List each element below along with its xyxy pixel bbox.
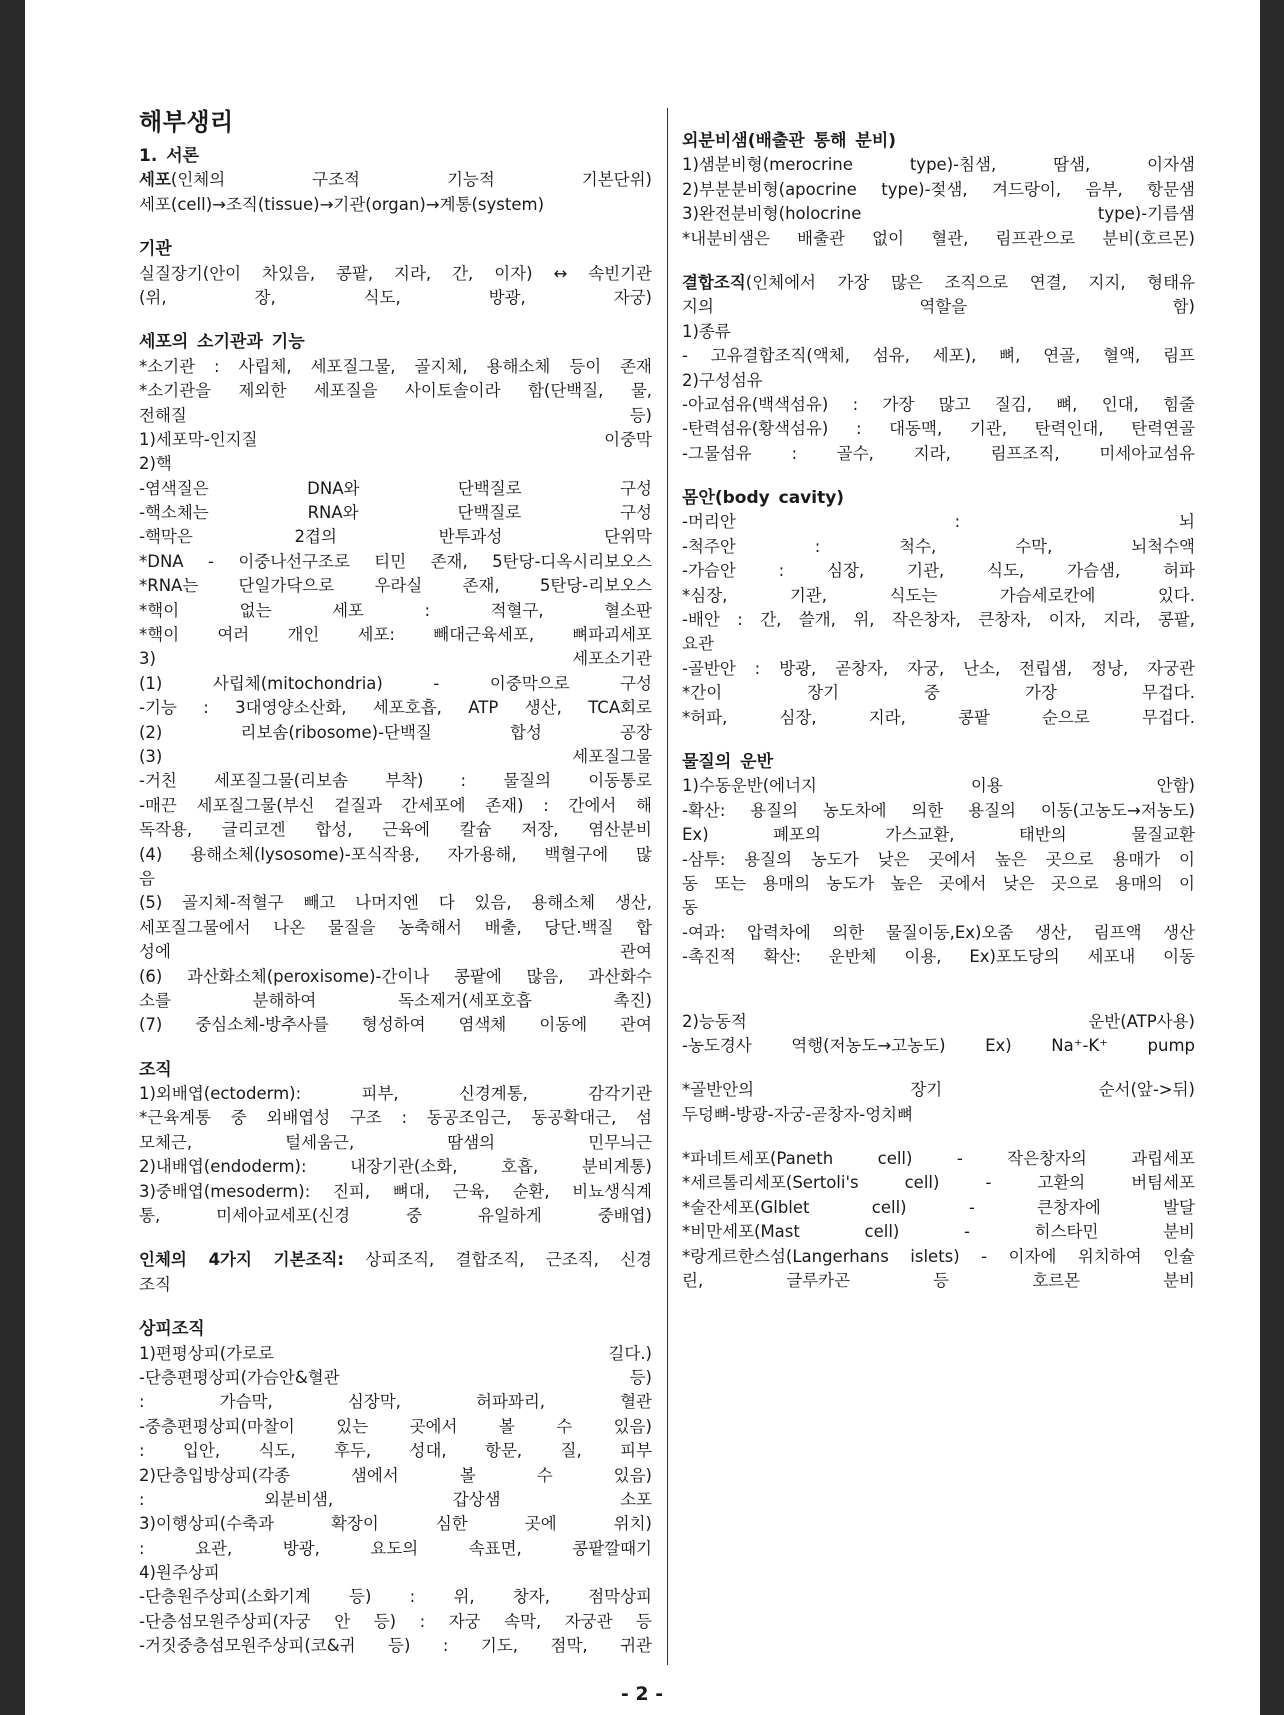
text-line: (4) 용해소체(lysosome)-포식작용, 자가용해, 백혈구에 많 [139, 844, 652, 864]
text-line: 동 또는 용매의 농도가 높은 곳에서 낮은 곳으로 용매의 이 [682, 873, 1195, 893]
text-line: *파네트세포(Paneth cell) - 작은창자의 과립세포 [682, 1149, 1195, 1169]
blank-line [682, 251, 1195, 271]
line-text: 상피조직, 결합조직, 근조직, 신경 [344, 1250, 652, 1270]
blank-line [139, 310, 652, 330]
text-line: -기능 : 3대영양소산화, 세포호흡, ATP 생산, TCA회로 [139, 698, 652, 718]
text-line: -단층섬모원주상피(자궁 안 등) : 자궁 속막, 자궁관 등 [139, 1611, 652, 1631]
text-line: *근육계통 중 외배엽성 구조 : 동공조임근, 동공확대근, 섬 [139, 1108, 652, 1128]
text-line: (3) 세포질그물 [139, 746, 652, 766]
section-heading: 1. 서론 [139, 146, 200, 166]
blank-line [682, 730, 1195, 750]
text-line: 3)완전분비형(holocrine type)-기름샘 [682, 204, 1195, 224]
text-line: *세르톨리세포(Sertoli's cell) - 고환의 버팀세포 [682, 1173, 1195, 1193]
text-line: 모체근, 털세움근, 땀샘의 민무늬근 [139, 1132, 652, 1152]
text-line: *술잔세포(Glblet cell) - 큰창자에 발달 [682, 1197, 1195, 1217]
text-line: 소를 분해하여 독소제거(세포호흡 촉진) [139, 990, 652, 1010]
text-line: -염색질은 DNA와 단백질로 구성 [139, 478, 652, 498]
text-line: 3) 세포소기관 [139, 649, 652, 669]
text-line: -탄력섬유(황색섬유) : 대동맥, 기관, 탄력인대, 탄력연골 [682, 419, 1195, 439]
text-line: 전해질 등) [139, 405, 652, 425]
column-divider [667, 108, 668, 1665]
text-line: 음 [139, 868, 155, 888]
text-line: 2)내배엽(endoderm): 내장기관(소화, 호흡, 분비계통) [139, 1157, 652, 1177]
text-line: -중층편평상피(마찰이 있는 곳에서 볼 수 있음) [139, 1416, 652, 1436]
blank-line [139, 1038, 652, 1058]
text-line: -촉진적 확산: 운반체 이용, Ex)포도당의 세포내 이동 [682, 947, 1195, 967]
text-line: 통, 미세아교세포(신경 중 유일하게 중배엽) [139, 1206, 652, 1226]
text-line: (6) 과산화소체(peroxisome)-간이나 콩팥에 많음, 과산화수 [139, 966, 652, 986]
text-line: 4)원주상피 [139, 1563, 220, 1583]
text-line: (1) 사립체(mitochondria) - 이중막으로 구성 [139, 673, 652, 693]
text-line: -단층원주상피(소화기계 등) : 위, 창자, 점막상피 [139, 1587, 652, 1607]
text-line: 1)세포막-인지질 이중막 [139, 429, 652, 449]
text-line: *골반안의 장기 순서(앞->뒤) [682, 1080, 1195, 1100]
text-line: 요관 [682, 634, 714, 654]
text-line: -거친 세포질그물(리보솜 부착) : 물질의 이동통로 [139, 771, 652, 791]
text-line: -핵소체는 RNA와 단백질로 구성 [139, 503, 652, 523]
right-column [682, 129, 1195, 1293]
text-line: *랑게르한스섬(Langerhans islets) - 이자에 위치하여 인슐 [682, 1246, 1195, 1266]
line-text: (인체의 구조적 기능적 기본단위) [170, 170, 652, 190]
text-line: 조직 [139, 1274, 171, 1294]
text-line: 세포질그물에서 나온 물질을 농축해서 배출, 당단.백질 합 [139, 917, 652, 937]
text-line: 동 [682, 898, 698, 918]
text-line: 2)구성섬유 [682, 370, 763, 390]
text-line: -농도경사 역행(저농도→고농도) Ex) Na⁺-K⁺ pump [682, 1035, 1195, 1055]
section-heading: 조직 [139, 1059, 172, 1080]
text-line: *핵이 여러 개인 세포: 빼대근육세포, 뼈파괴세포 [139, 625, 652, 645]
text-line: -삼투: 용질의 농도가 낮은 곳에서 높은 곳으로 용매가 이 [682, 849, 1195, 869]
section-heading: 상피조직 [139, 1319, 205, 1340]
text-line: -거짓중층섬모원주상피(코&귀 등) : 기도, 점막, 귀관 [139, 1636, 652, 1656]
text-line: 지의 역할을 함) [682, 297, 1195, 317]
text-line: 3)중배엽(mesoderm): 진피, 뼈대, 근육, 순환, 비뇨생식계 [139, 1181, 652, 1201]
text-line: 2)부분분비형(apocrine type)-젖샘, 겨드랑이, 음부, 항문샘 [682, 179, 1195, 199]
text-line: (2) 리보솜(ribosome)-단백질 합성 공장 [139, 722, 652, 742]
text-line: - 고유결합조직(액체, 섬유, 세포), 뼈, 연골, 혈액, 림프 [682, 346, 1195, 366]
blank-line [682, 970, 1195, 990]
text-line: : 입안, 식도, 후두, 성대, 항문, 질, 피부 [139, 1441, 652, 1461]
blank-line [682, 1127, 1195, 1147]
text-line: *RNA는 단일가닥으로 우라실 존재, 5탄당-리보오스 [139, 576, 652, 596]
text-line: 2)능동적 운반(ATP사용) [682, 1011, 1195, 1031]
text-line: 2)단층입방상피(각종 샘에서 볼 수 있음) [139, 1465, 652, 1485]
text-line: *비만세포(Mast cell) - 히스타민 분비 [682, 1222, 1195, 1242]
blank-line [682, 466, 1195, 486]
document-page [25, 0, 1260, 1715]
blank-line [682, 990, 1195, 1010]
text-line: 실질장기(안이 차있음, 콩팥, 지라, 간, 이자) ↔ 속빈기관 [139, 263, 652, 283]
text-line: *간이 장기 중 가장 무겁다. [682, 683, 1195, 703]
section-heading: 세포의 소기관과 기능 [139, 332, 305, 353]
text-line: -배안 : 간, 쓸개, 위, 작은창자, 큰창자, 이자, 지라, 콩팥, [682, 610, 1195, 630]
text-line: -확산: 용질의 농도차에 의한 용질의 이동(고농도→저농도) [682, 800, 1195, 820]
text-line: -매끈 세포질그물(부신 겉질과 간세포에 존재) : 간에서 해 [139, 795, 652, 815]
text-line: 독작용, 글리코겐 합성, 근육에 칼슘 저장, 염산분비 [139, 820, 652, 840]
page-number: - 2 - [620, 1683, 664, 1705]
text-line: (5) 골지체-적혈구 빼고 나머지엔 다 있음, 용해소체 생산, [139, 893, 652, 913]
text-line: -골반안 : 방광, 곧창자, 자궁, 난소, 전립샘, 정낭, 자궁관 [682, 658, 1195, 678]
text-line: : 외분비샘, 갑상샘 소포 [139, 1489, 652, 1509]
text-line: -핵막은 2겹의 반투과성 단위막 [139, 527, 652, 547]
text-line: -아교섬유(백색섬유) : 가장 많고 질김, 뼈, 인대, 힘줄 [682, 394, 1195, 414]
text-line [139, 1248, 652, 1272]
bold-term: 인체의 4가지 기본조직: [139, 1250, 345, 1270]
text-line: 린, 글루카곤 등 호르몬 분비 [682, 1271, 1195, 1291]
text-line: 1)종류 [682, 321, 731, 341]
text-line: *핵이 없는 세포 : 적혈구, 혈소판 [139, 600, 652, 620]
blank-line [139, 1297, 652, 1317]
text-line [139, 168, 652, 192]
text-line: 두덩뼈-방광-자궁-곧창자-엉치뼈 [682, 1104, 914, 1124]
left-column [139, 144, 652, 1659]
text-line: (위, 장, 식도, 방광, 자궁) [139, 287, 652, 307]
bold-term: 세포 [139, 170, 171, 190]
text-line: -머리안 : 뇌 [682, 512, 1195, 532]
text-line: -여과: 압력차에 의한 물질이동,Ex)오줌 생산, 림프액 생산 [682, 922, 1195, 942]
text-line: 3)이행상피(수축과 확장이 심한 곳에 위치) [139, 1514, 652, 1534]
text-line: (7) 중심소체-방추사를 형성하여 염색체 이동에 관여 [139, 1015, 652, 1035]
text-line: -단층편평상피(가슴안&혈관 등) [139, 1367, 652, 1387]
text-line: *내분비샘은 배출관 없이 혈관, 림프관으로 분비(호르몬) [682, 228, 1195, 248]
line-text: (인체에서 가장 많은 조직으로 연결, 지지, 형태유 [745, 272, 1195, 292]
text-line: *소기관을 제외한 세포질을 사이토솔이라 함(단백질, 물, [139, 381, 652, 401]
text-line: : 가슴막, 심장막, 허파꽈리, 혈관 [139, 1392, 652, 1412]
text-line: *소기관 : 사립체, 세포질그물, 골지체, 용해소체 등이 존재 [139, 356, 652, 376]
text-line: 1)샘분비형(merocrine type)-침샘, 땀샘, 이자샘 [682, 155, 1195, 175]
blank-line [139, 217, 652, 237]
bold-term: 결합조직 [682, 272, 746, 292]
text-line: -그물섬유 : 골수, 지라, 림프조직, 미세아교섬유 [682, 443, 1195, 463]
text-line: : 요관, 방광, 요도의 속표면, 콩팥깔때기 [139, 1538, 652, 1558]
text-line: 1)외배엽(ectoderm): 피부, 신경계통, 감각기관 [139, 1084, 652, 1104]
text-line [682, 271, 1195, 295]
text-line: Ex) 폐포의 가스교환, 태반의 물질교환 [682, 825, 1195, 845]
section-heading: 물질의 운반 [682, 751, 774, 772]
text-line: 1)편평상피(가로로 길다.) [139, 1343, 652, 1363]
document-title: 해부생리 [139, 108, 234, 136]
text-line: 세포(cell)→조직(tissue)→기관(organ)→계통(system) [139, 194, 545, 214]
text-line: -가슴안 : 심장, 기관, 식도, 가슴샘, 허파 [682, 561, 1195, 581]
text-line: -척주안 : 척수, 수막, 뇌척수액 [682, 536, 1195, 556]
text-line: 성에 관여 [139, 942, 652, 962]
blank-line [139, 1228, 652, 1248]
text-line: 2)핵 [139, 454, 172, 474]
text-line: *DNA - 이중나선구조로 티민 존재, 5탄당-디옥시리보오스 [139, 551, 652, 571]
section-heading: 몸안(body cavity) [682, 488, 845, 509]
section-heading: 기관 [139, 239, 172, 260]
text-line: *심장, 기관, 식도는 가슴세로칸에 있다. [682, 585, 1195, 605]
text-line: 1)수동운반(에너지 이용 안함) [682, 776, 1195, 796]
blank-line [682, 1058, 1195, 1078]
section-heading: 외분비샘(배출관 통해 분비) [682, 131, 897, 151]
text-line: *허파, 심장, 지라, 콩팥 순으로 무겁다. [682, 707, 1195, 727]
